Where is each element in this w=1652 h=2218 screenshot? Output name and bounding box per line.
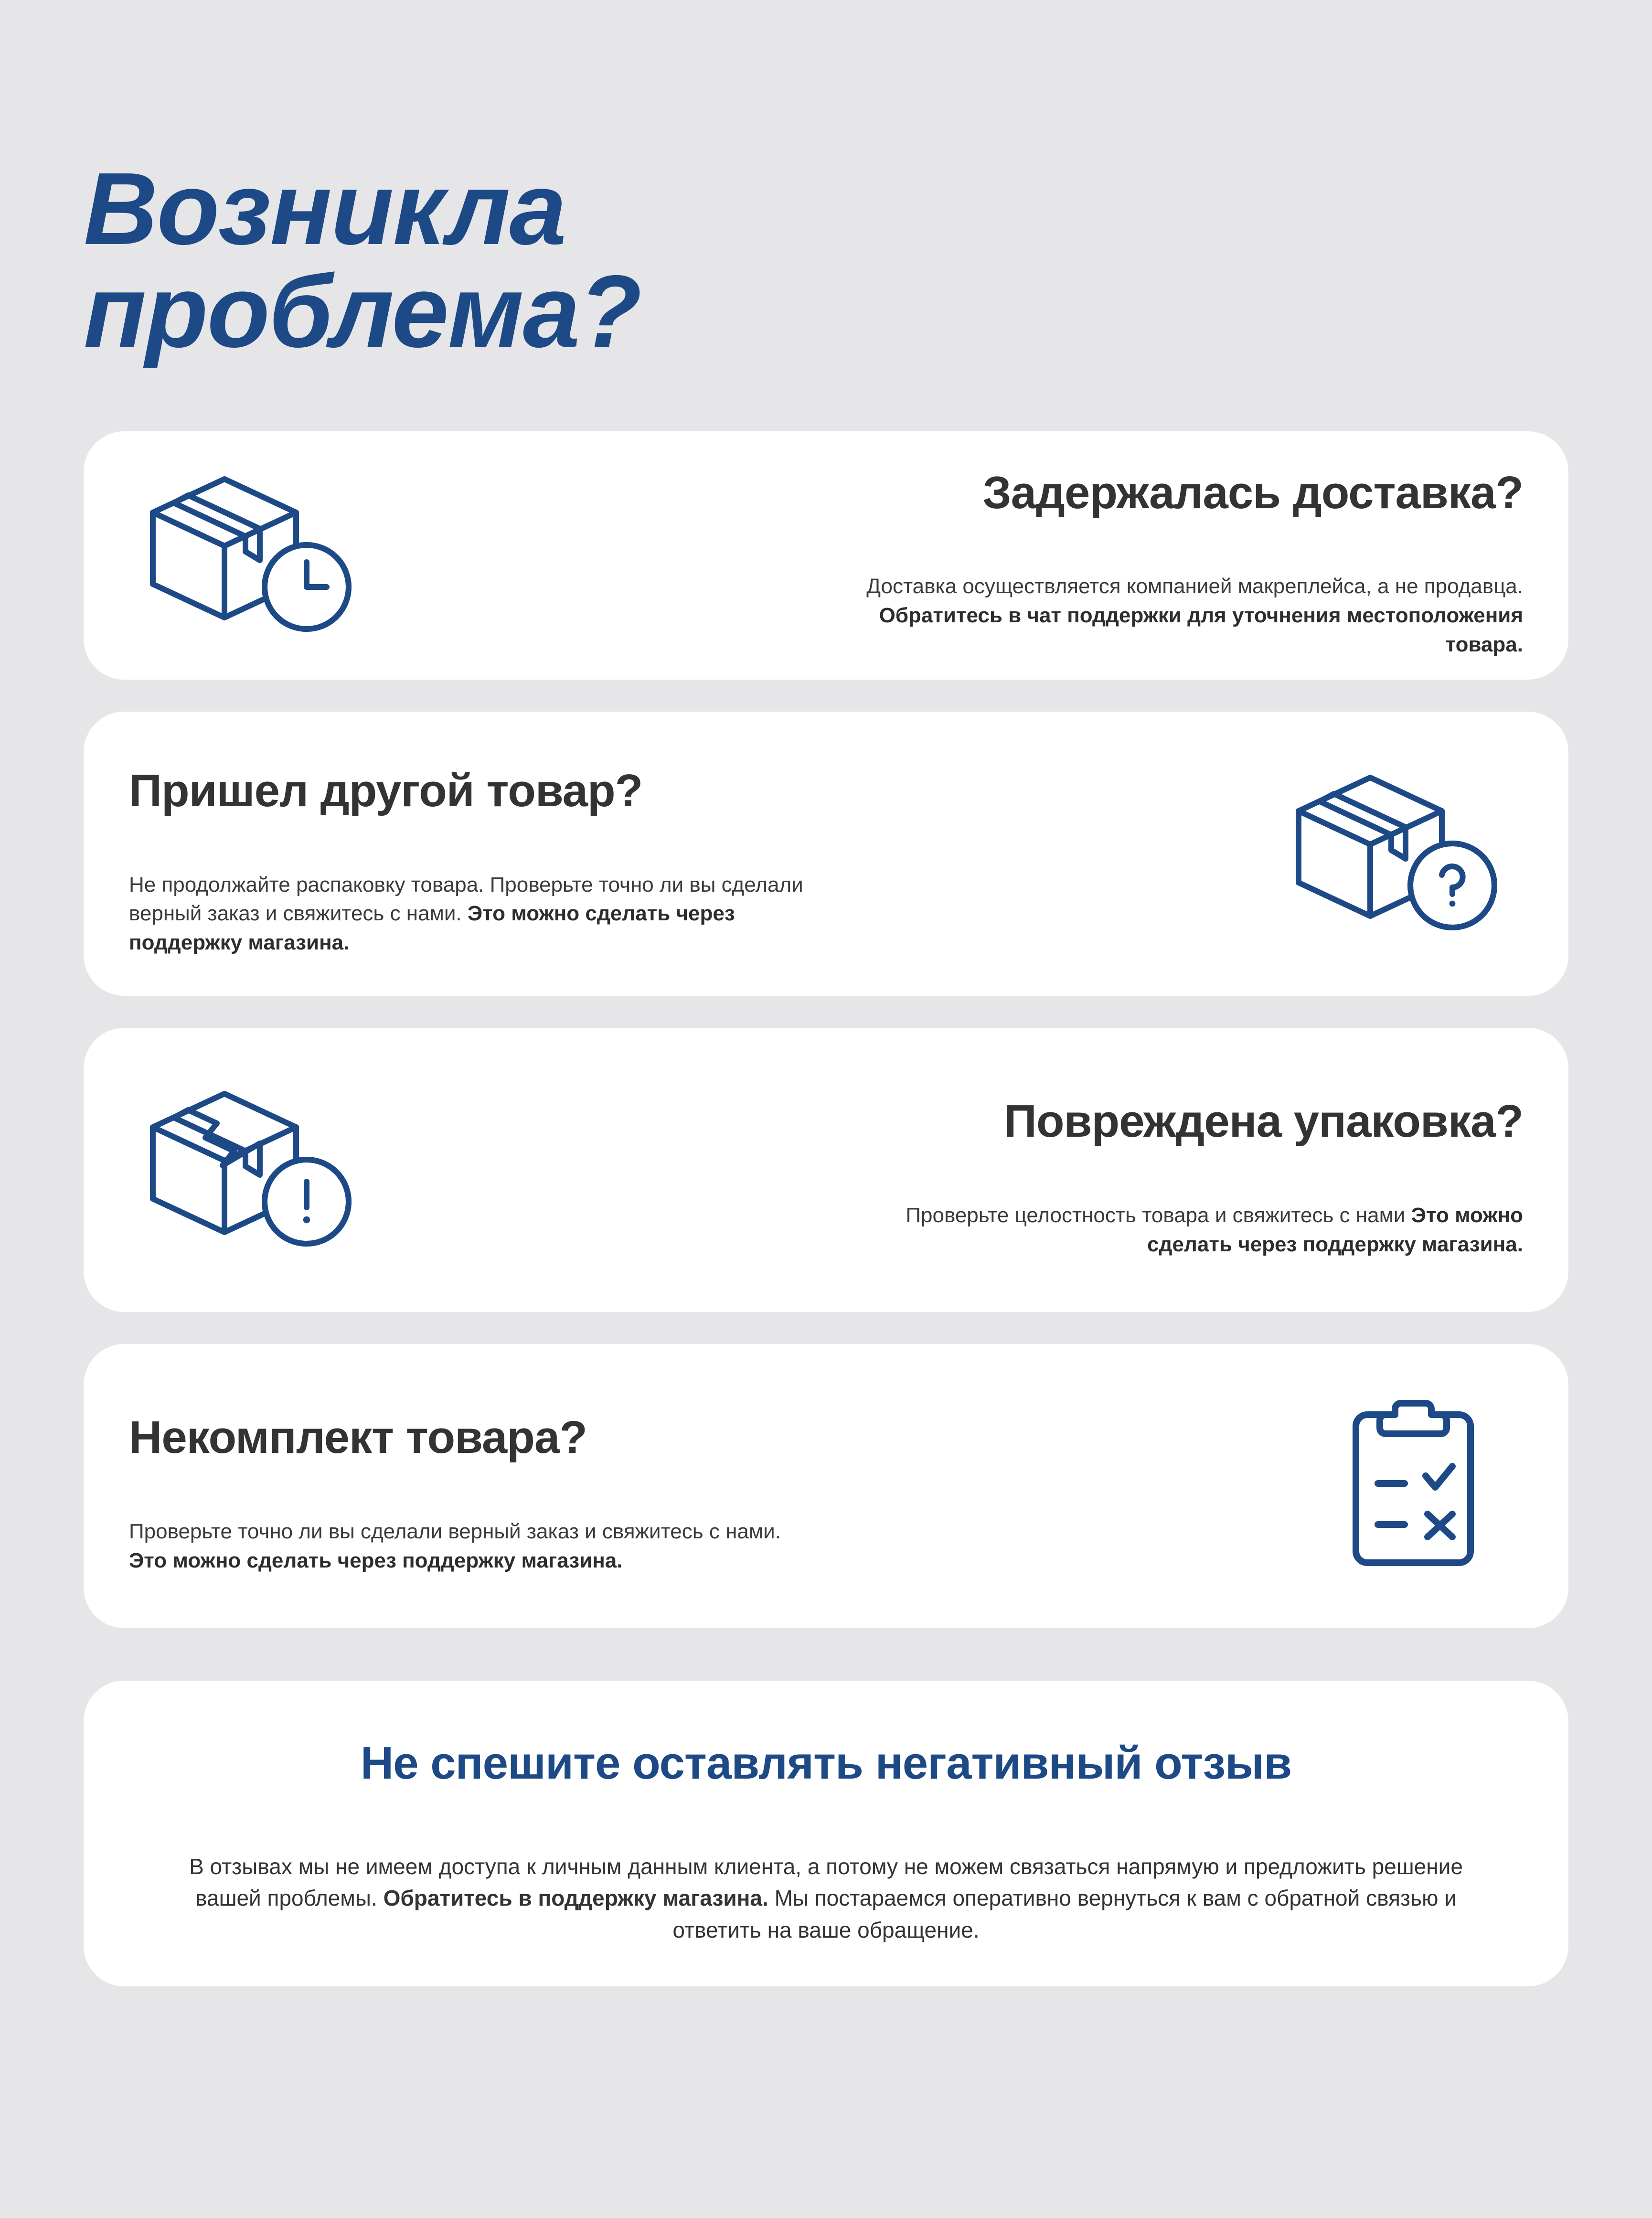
card-text — [129, 729, 1275, 978]
page-title-line-2: проблема? — [84, 254, 641, 369]
card-body-plain: Проверьте точно ли вы сделали верный заказ и свяжитесь с нами. — [129, 1519, 781, 1543]
card-body — [845, 1201, 1523, 1259]
page-title — [84, 69, 1039, 369]
footer-body-part1: В отзывах мы не имеем доступа к личным данным клиента, а потому не можем связаться напрямую и предложить решение вашей проблемы. — [189, 1854, 1463, 1911]
footer-body-part2: Мы постараемся оперативно вернуться к вам с обратной связью и ответить на ваше обращение. — [672, 1886, 1457, 1943]
footer-body — [181, 1851, 1471, 1946]
cards-list — [84, 431, 1568, 1628]
card-delivery-delayed — [84, 431, 1568, 680]
footer-title: Не спешите оставлять негативный отзыв — [360, 1738, 1292, 1789]
box-clock-icon — [129, 460, 377, 651]
card-incomplete-set — [84, 1344, 1568, 1628]
card-body-bold: Это можно сделать через поддержку магазина. — [129, 1548, 623, 1572]
card-body-plain: Доставка осуществляется компанией макреплейса, а не продавца. — [866, 575, 1523, 598]
page-title-line-1: Возникла — [84, 151, 566, 267]
box-damaged-icon — [129, 1075, 377, 1266]
card-text — [377, 1060, 1523, 1280]
card-text — [129, 1376, 1303, 1597]
card-damaged-packaging — [84, 1028, 1568, 1312]
card-body-bold: Это можно сделать через поддержку магазина. — [1147, 1203, 1523, 1256]
footer-body-bold: Обратитесь в поддержку магазина. — [383, 1886, 768, 1911]
card-body — [129, 1517, 807, 1575]
card-title: Задержалась доставка? — [982, 467, 1523, 518]
footer-notice-card — [84, 1681, 1568, 1986]
clipboard-checklist-icon — [1303, 1391, 1523, 1582]
poster-page — [0, 69, 1652, 2218]
box-question-icon — [1275, 758, 1523, 949]
card-body-bold: Это можно сделать через поддержку магазина. — [129, 902, 735, 955]
card-title: Некомплект товара? — [129, 1412, 587, 1463]
card-body-bold: Обратитесь в чат поддержки для уточнения местоположения товара. — [879, 603, 1523, 656]
card-title: Пришел другой товар? — [129, 765, 643, 817]
card-body — [845, 572, 1523, 659]
card-body-plain: Не продолжайте распаковку товара. Проверьте точно ли вы сделали верный заказ и свяжитесь с нами. — [129, 873, 803, 926]
card-text — [377, 431, 1523, 680]
card-body-plain: Проверьте целостность товара и свяжитесь с нами — [906, 1203, 1411, 1227]
card-title: Повреждена упаковка? — [1003, 1096, 1523, 1147]
card-wrong-item — [84, 712, 1568, 996]
card-body — [129, 871, 807, 958]
